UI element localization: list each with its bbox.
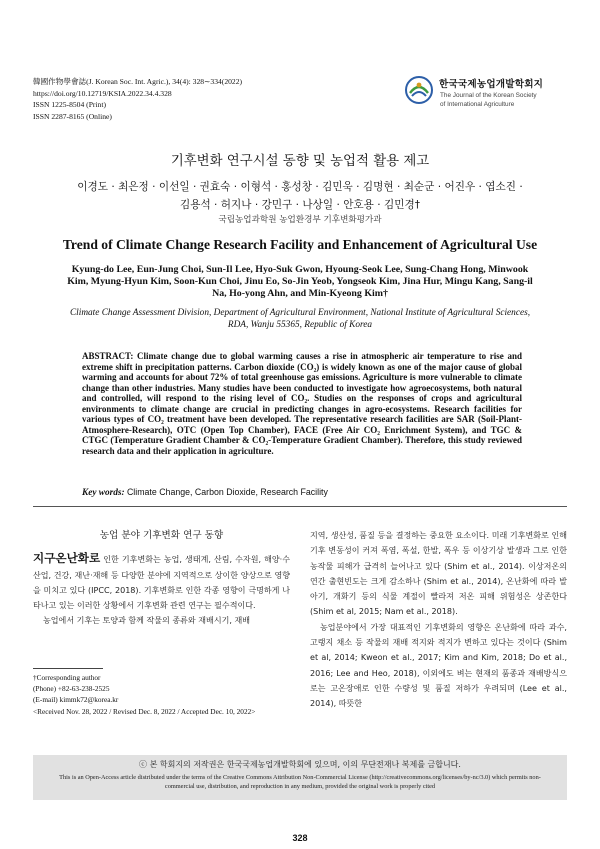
authors-korean-line2: 김용석 · 허지나 · 강민구 · 나상일 · 안호용 · 김민경†	[179, 199, 420, 211]
doi-link[interactable]: https://doi.org/10.12719/KSIA.2022.34.4.328	[33, 88, 172, 98]
author-email[interactable]: (E-mail) kimmk72@korea.kr	[33, 695, 119, 705]
title-korean: 기후변화 연구시설 동향 및 농업적 활용 제고	[170, 154, 430, 169]
body-column-right	[310, 528, 567, 712]
society-emblem-icon	[404, 75, 434, 105]
keywords-list: Climate Change, Carbon Dioxide, Research Facility	[126, 487, 328, 497]
affiliation-english: Climate Change Assessment Division, Department of Agricultural Environment, National Institute of Agricultural Sciences, RDA, Wanju 55365, Republic of Korea	[69, 308, 531, 331]
body-left-paragraph-1	[33, 551, 290, 613]
body-right-paragraph-1: 지역, 생산성, 품질 등을 결정하는 중요한 요소이다. 미래 기후변화로 인해 기후 변동성이 커져 폭염, 폭설, 한발, 폭우 등 이상기상 발생과 그로 인한 농작물 피해가 급격히 늘어나고 있다 (Shim et al., 2014). 이상저온의 연간 출현빈도는 크게 감소하나 (Shim et al., 2014), 온난화에 따라 발아기, 개화기 등의 식물 계절이 빨라져 저온 피해 위험성은 상존한다 (Shim et al, 2015; Nam et al., 2018).	[310, 531, 567, 617]
keywords	[82, 487, 522, 498]
body-left-paragraph-2: 농업에서 기후는 토양과 함께 작물의 종류와 재배시기, 재배	[43, 616, 251, 626]
corresponding-author: †Corresponding author	[33, 673, 101, 682]
journal-metadata	[33, 76, 242, 122]
keywords-label: Key words:	[82, 488, 125, 498]
footnote	[33, 672, 290, 717]
authors-korean	[40, 178, 560, 214]
title-english: Trend of Climate Change Research Facility and Enhancement of Agricultural Use	[62, 237, 538, 252]
section-heading: 농업 분야 기후변화 연구 동향	[99, 530, 224, 541]
open-access-notice: This is an Open-Access article distributed under the terms of the Creative Commons Attribution Non-Commercial License (http://creativecommons.org/licenses/by-nc/3.0) which permits non-commercial use, distribution, and reproduction in any medium, provided the original work is properly cited	[59, 774, 541, 791]
license-box	[33, 755, 567, 800]
author-phone: (Phone) +82-63-238-2525	[33, 684, 110, 694]
affiliation-korean: 국립농업과학원 농업환경부 기후변화평가과	[218, 215, 382, 225]
page-number: 328	[292, 833, 308, 843]
abstract	[82, 351, 522, 456]
copyright-notice-kr: ⓒ 본 학회지의 저작권은 한국국제농업개발학회에 있으며, 이의 무단전재나 복제를 금합니다.	[139, 760, 461, 769]
section-divider	[33, 506, 567, 507]
body-column-left	[33, 528, 290, 629]
society-logo	[404, 73, 574, 119]
issn-print: ISSN 1225-8504 (Print)	[33, 100, 106, 110]
abstract-text: ABSTRACT: Climate change due to global warming causes a rise in atmospheric air temperature to rise and extreme shift in precipitation patterns. Carbon dioxide (CO₂) is widely known as one of the major cause of global warming and accounts for about 72% of total greenhouse gas emissions. Agriculture is more vulnerable to climate change than other industries. Many studies have been conducted to investigate how agroecosystems, both natural and controlled, will respond to the rising level of CO₂. Studies on the responses of crops and agricultural environments to climate change are crucial in predicting changes in agro-ecosystems. Research facilities for various types of CO₂ treatment have been developed. The representative research facilities are SAR (Soil-Plant-Atmosphere-Research), OTC (Open Top Chamber), FACE (Free Air CO₂ Enrichment System), and TGC & CTGC (Temperature Gradient Chamber & CO₂-Temperature Gradient Chamber). Therefore, this study reviewed research data and their application in agriculture.	[82, 351, 522, 456]
society-name-kr: 한국국제농업개발학회지	[439, 79, 544, 90]
footnote-rule	[33, 668, 103, 669]
body-right-paragraph-2: 농업분야에서 가장 대표적인 기후변화의 영향은 온난화에 따라 과수, 고랭지 채소 등 작물의 재배 적지와 적지가 변하고 있다는 것이다 (Shim et al, 2014; Kweon et al., 2017; Kim and Kim, 2018; Do et al., 2016; Lee and Heo, 2018), 이외에도 벼는 현재의 품종과 재배방식으로는 고온장애로 인한 수량성 및 품질 저하가 우려되며 (Lee et al., 2014), 따뜻한	[310, 622, 567, 709]
society-name-en-line2: of International Agriculture	[440, 101, 515, 108]
manuscript-dates: <Received Nov. 28, 2022 / Revised Dec. 8, 2022 / Accepted Dec. 10, 2022>	[33, 706, 256, 716]
journal-citation: 韓國作物學會誌(J. Korean Soc. Int. Agric.), 34(4): 328∼334(2022)	[33, 77, 243, 86]
authors-korean-line1: 이경도 · 최은정 · 이선일 · 권효숙 · 이형석 · 홍성창 · 김민욱 · 김명현 · 최순군 · 어진우 · 엽소진 ·	[77, 181, 523, 193]
lead-word: 지구온난화로	[33, 551, 101, 566]
body-left-paragraph-1-text: 인한 기후변화는 농업, 생태계, 산림, 수자원, 해양·수산업, 건강, 재난·재해 등 다양한 분야에 지역적으로 상이한 양상으로 영향을 미치고 있다 (IPCC, 2018). 기후변화로 인한 각종 영향이 극명하게 나타나고 있는 이러한 상황에서 기후변화 관련 연구는 필수적이다.	[33, 555, 290, 611]
society-name-en-line1: The Journal of the Korean Society	[440, 92, 537, 99]
issn-online: ISSN 2287-8165 (Online)	[33, 111, 112, 121]
authors-english: Kyung-do Lee, Eun-Jung Choi, Sun-Il Lee, Hyo-Suk Gwon, Hyoung-Seok Lee, Sung-Chang Hong, Minwook Kim, Myung-Hyun Kim, Soon-Kun Choi, Jinu Eo, So-Jin Yeob, Yongseok Kim, Jina Hur, Mingu Kang, Sang-il Na, Ho-yong Ahn, and Min-Kyeong Kim†	[67, 264, 533, 299]
